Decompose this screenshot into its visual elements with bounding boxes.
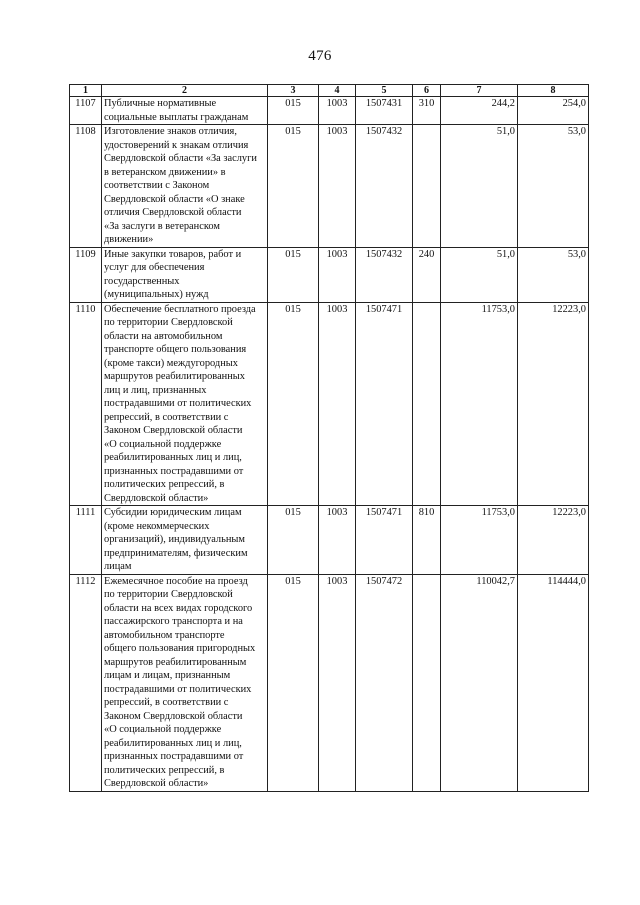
row-name-line: отличия Свердловской области [104,207,242,218]
row-number: 1108 [70,125,102,248]
row-section-code: 1003 [319,97,356,125]
row-name-line: Свердловской области» [104,492,209,504]
row-section-code: 1003 [319,574,356,791]
row-name-line: по территории Свердловской [104,317,233,328]
row-sum-col7-value: 51,0 [496,126,515,137]
row-name-line: удостоверений к знакам отличия [104,139,249,151]
col-header-7: 7 [441,85,518,97]
row-sum-col8 [518,125,589,248]
row-expense-type [413,302,441,506]
row-sum-col8 [518,97,589,125]
row-name-line: Публичные нормативные [104,98,217,109]
row-sum-col8-value: 12223,0 [552,507,586,518]
row-name-line: (кроме некоммерческих [104,520,210,532]
row-section-code: 1003 [319,247,356,302]
row-section-code: 1003 [319,506,356,575]
row-name-line: области на всех видах городского [104,602,253,614]
row-name-line: признанных пострадавшими от [104,465,244,477]
table-row [70,247,589,302]
col-header-8: 8 [518,85,589,97]
row-name-line: признанных пострадавшими от [104,751,244,762]
row-name-line: Свердловской области» [104,778,209,789]
row-number: 1110 [70,302,102,506]
row-section-code: 1003 [319,125,356,248]
row-target-code: 1507432 [356,125,413,248]
row-name-line: услуг для обеспечения [104,262,205,273]
col-header-1: 1 [70,85,102,97]
header-row [70,85,589,97]
row-target-code: 1507472 [356,574,413,791]
row-name-line: по территории Свердловской [104,589,233,600]
row-sum-col7 [441,125,518,248]
row-name-line: социальные выплаты гражданам [104,111,249,123]
row-ministry-code: 015 [268,506,319,575]
row-target-code: 1507432 [356,247,413,302]
row-sum-col8 [518,302,589,506]
col-header-5: 5 [356,85,413,97]
row-name-line: пострадавшими от политических [104,398,252,409]
row-name-line: пассажирского транспорта и на [104,616,243,627]
row-expense-type [413,574,441,791]
row-name-line: лицам [104,561,132,572]
table-row [70,506,589,575]
col-header-2: 2 [102,85,268,97]
table-body [70,97,589,792]
row-sum-col7-value: 51,0 [496,248,515,260]
row-name-line: репрессий, в соответствии с [104,411,229,423]
row-name [102,302,268,506]
row-name-line: (муниципальных) нужд [104,289,209,300]
row-name [102,97,268,125]
row-sum-col8-value: 114444,0 [547,575,586,587]
row-target-code: 1507471 [356,506,413,575]
row-name-line: «За заслуги в ветеранском [104,220,220,232]
row-expense-type: 240 [413,247,441,302]
row-number: 1109 [70,247,102,302]
col-header-6: 6 [413,85,441,97]
row-ministry-code: 015 [268,247,319,302]
table-row [70,125,589,248]
row-name-line: репрессий, в соответствии с [104,697,229,708]
row-sum-col8-value: 12223,0 [552,303,586,315]
row-name-line: «О социальной поддержке [104,724,222,735]
row-sum-col8-value: 53,0 [567,248,586,260]
row-name-line: лицам и лицам, признанным [104,670,231,681]
row-ministry-code: 015 [268,97,319,125]
row-name-line: общего пользования пригородных [104,643,256,654]
row-name-line: политических репрессий, в [104,764,225,776]
row-name-line: Обеспечение бесплатного проезда [104,303,256,315]
row-name-line: области на автомобильном [104,330,223,342]
row-sum-col7 [441,97,518,125]
table-row [70,302,589,506]
row-name-line: маршрутов реабилитированным [104,656,247,668]
row-name-line: Свердловской области «За заслуги [104,153,257,164]
row-name-line: лиц и лиц, признанных [104,384,207,396]
row-name-line: Ежемесячное пособие на проезд [104,575,248,587]
row-ministry-code: 015 [268,125,319,248]
row-sum-col7 [441,574,518,791]
row-expense-type [413,125,441,248]
row-name-line: (кроме такси) междугородных [104,357,238,369]
table-row [70,97,589,125]
row-name [102,574,268,791]
row-number: 1111 [70,506,102,575]
col-header-4: 4 [319,85,356,97]
row-sum-col7 [441,506,518,575]
row-sum-col7-value: 110042,7 [476,575,515,587]
row-name-line: пострадавшими от политических [104,683,252,695]
row-name-line: в ветеранском движении» в [104,166,226,178]
row-name-line: Законом Свердловской области [104,710,243,722]
row-name-line: соответствии с Законом [104,180,210,191]
row-target-code: 1507431 [356,97,413,125]
row-name-line: организаций), индивидуальным [104,534,245,545]
row-name [102,247,268,302]
row-name-line: «О социальной поддержке [104,438,222,450]
row-name-line: Свердловской области «О знаке [104,193,245,205]
row-number: 1107 [70,97,102,125]
row-sum-col7-value: 11753,0 [481,507,515,518]
row-name-line: предпринимателям, физическим [104,547,248,559]
row-ministry-code: 015 [268,574,319,791]
row-name-line: транспорте общего пользования [104,344,247,355]
row-name [102,125,268,248]
row-name-line: реабилитированных лиц и лиц, [104,737,242,749]
row-sum-col8-value: 254,0 [562,98,586,109]
page-number: 476 [308,48,332,64]
row-section-code: 1003 [319,302,356,506]
row-expense-type: 310 [413,97,441,125]
row-number: 1112 [70,574,102,791]
row-sum-col8 [518,247,589,302]
table-row [70,574,589,791]
row-target-code: 1507471 [356,302,413,506]
row-name-line: Изготовление знаков отличия, [104,126,237,137]
row-name-line: политических репрессий, в [104,479,225,490]
row-name-line: Иные закупки товаров, работ и [104,248,242,260]
row-sum-col8 [518,574,589,791]
row-name-line: государственных [104,275,180,287]
row-name-line: Законом Свердловской области [104,425,243,436]
row-expense-type: 810 [413,506,441,575]
row-sum-col7-value: 244,2 [491,98,515,109]
budget-table [69,84,589,792]
row-name-line: автомобильном транспорте [104,629,225,641]
row-name-line: движении» [104,234,154,245]
row-name-line: Субсидии юридическим лицам [104,507,242,518]
row-sum-col7 [441,302,518,506]
row-name-line: маршрутов реабилитированных [104,371,245,382]
row-name-line: реабилитированных лиц и лиц, [104,452,242,463]
row-sum-col8 [518,506,589,575]
row-sum-col7 [441,247,518,302]
row-ministry-code: 015 [268,302,319,506]
row-name [102,506,268,575]
row-sum-col7-value: 11753,0 [481,303,515,315]
row-sum-col8-value: 53,0 [567,126,586,137]
col-header-3: 3 [268,85,319,97]
